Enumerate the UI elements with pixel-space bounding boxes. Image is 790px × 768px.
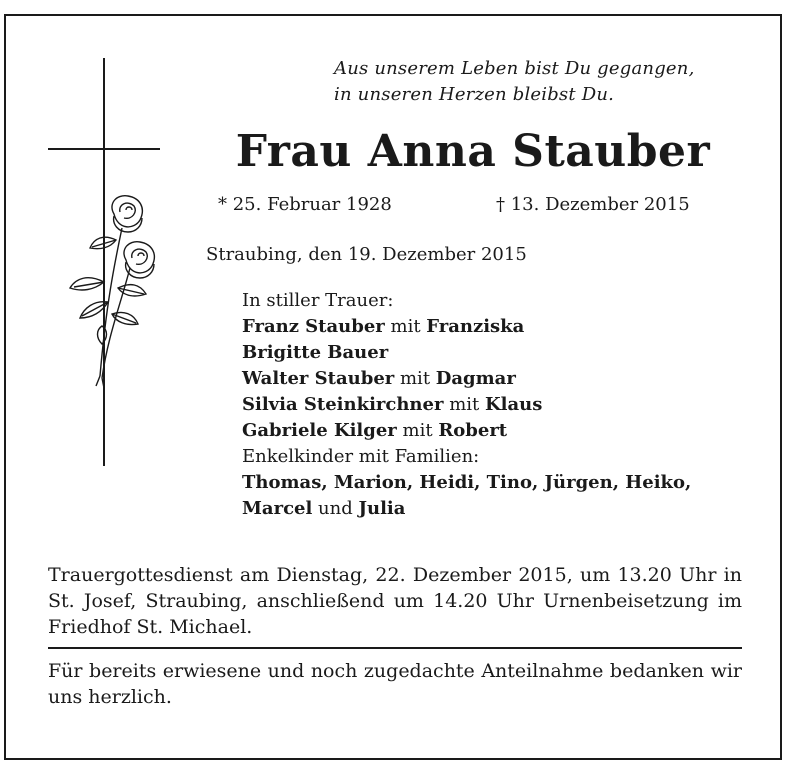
mourner-name: Walter Stauber	[242, 368, 395, 389]
connector-text: mit	[396, 420, 439, 441]
mourner-name: Brigitte Bauer	[242, 342, 389, 363]
motto-line: Aus unserem Leben bist Du gegangen,	[334, 58, 695, 79]
place-date: Straubing, den 19. Dezember 2015	[206, 244, 527, 265]
motto-line: in unseren Herzen bleibst Du.	[334, 84, 615, 105]
mourner-line	[242, 470, 691, 496]
motto	[334, 56, 695, 108]
connector-text: mit	[384, 316, 427, 337]
deceased-name: Frau Anna Stauber	[235, 126, 711, 177]
divider	[48, 647, 742, 649]
connector-text: mit	[394, 368, 436, 389]
mourner-name: Dagmar	[435, 368, 516, 389]
mourner-name: Franziska	[426, 316, 525, 337]
mourner-name: Franz Stauber	[242, 316, 385, 337]
mourner-line	[242, 314, 691, 340]
thanks-text: Für bereits erwiesene und noch zugedachte Anteilnahme bedanken wir uns herzlich.	[48, 660, 742, 708]
mourner-line	[242, 340, 691, 366]
mourner-name: Marcel	[242, 498, 313, 519]
connector-text: und	[312, 498, 359, 519]
mourner-line	[242, 366, 691, 392]
cross-icon	[44, 56, 164, 470]
mourner-line	[242, 496, 691, 522]
connector-text: Enkelkinder mit Familien:	[242, 446, 480, 467]
mourner-name: Gabriele Kilger	[242, 420, 397, 441]
mourner-name: Silvia Steinkirchner	[242, 394, 444, 415]
connector-text: mit	[443, 394, 485, 415]
mourner-name: Klaus	[484, 394, 543, 415]
mourner-line	[242, 392, 691, 418]
mourner-name: Julia	[358, 498, 406, 519]
death-date: † 13. Dezember 2015	[496, 194, 690, 215]
mourner-name: Thomas, Marion, Heidi, Tino, Jürgen, Heiko,	[242, 472, 692, 493]
rose-icon	[70, 196, 154, 388]
mourners-intro: In stiller Trauer:	[242, 290, 394, 311]
service-text: Trauergottesdienst am Dienstag, 22. Dezember 2015, um 13.20 Uhr in St. Josef, Straubing, anschließend um 14.20 Uhr Urnenbeisetzung im Friedhof St. Michael.	[48, 564, 742, 638]
mourners-list	[242, 288, 691, 522]
mourner-line	[242, 444, 691, 470]
mourner-name: Robert	[438, 420, 508, 441]
birth-date: * 25. Februar 1928	[218, 194, 392, 215]
mourner-line	[242, 418, 691, 444]
